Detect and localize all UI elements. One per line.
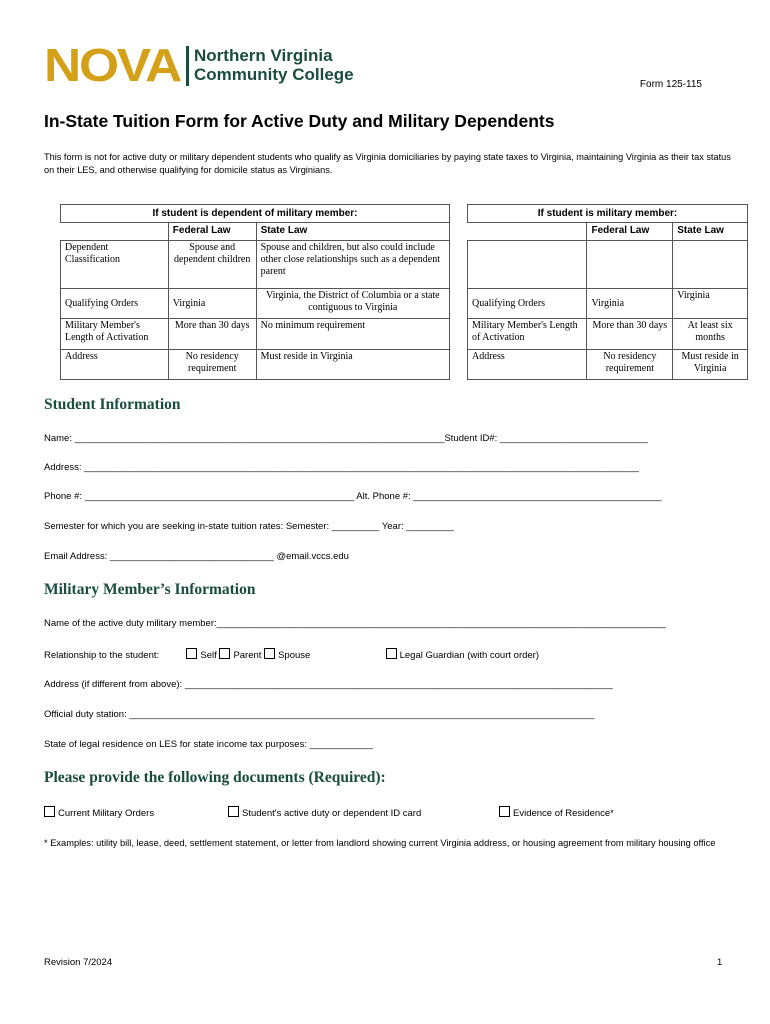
- name-label: Name:: [44, 433, 72, 444]
- alt-phone-field[interactable]: _______________________________________________: [413, 491, 662, 502]
- table-row-label: Address: [468, 350, 587, 380]
- address-field[interactable]: _________________________________________________________________________________________________________: [84, 462, 639, 473]
- table-cell-state: Spouse and children, but also could include other close relationships such as a dependent parent: [256, 241, 449, 289]
- table-cell-federal: No residency requirement: [168, 350, 256, 380]
- table-cell-state: No minimum requirement: [256, 319, 449, 350]
- semester-field[interactable]: _________: [331, 521, 380, 532]
- duty-station-field[interactable]: ________________________________________________________________________________________: [129, 709, 595, 720]
- relationship-row: [44, 648, 539, 661]
- email-label: Email Address:: [44, 551, 108, 562]
- military-info-heading: Military Member’s Information: [44, 581, 256, 598]
- member-address-row: [44, 679, 613, 690]
- semester-label: Semester for which you are seeking in-state tuition rates: Semester:: [44, 521, 330, 532]
- address-row: [44, 462, 639, 473]
- table-cell-state: Must reside in Virginia: [256, 350, 449, 380]
- dependent-col-federal: Federal Law: [168, 223, 256, 241]
- table-cell-federal: [587, 241, 673, 289]
- email-field[interactable]: _______________________________: [110, 551, 274, 562]
- address-label: Address:: [44, 462, 82, 473]
- duty-station-label: Official duty station:: [44, 709, 127, 720]
- member-name-row: [44, 618, 666, 629]
- dependent-table: [60, 204, 450, 380]
- relationship-spouse-option[interactable]: [264, 650, 310, 661]
- relationship-parent-option[interactable]: [219, 650, 261, 661]
- table-row-label: Military Member's Length of Activation: [468, 319, 587, 350]
- member-col-federal: Federal Law: [587, 223, 673, 241]
- member-name-field[interactable]: _____________________________________________________________________________________: [216, 618, 666, 629]
- year-field[interactable]: _________: [406, 521, 454, 532]
- page-title: In-State Tuition Form for Active Duty and Military Dependents: [44, 111, 555, 131]
- orders-checkbox[interactable]: [44, 806, 55, 817]
- spouse-label: Spouse: [278, 650, 311, 661]
- parent-checkbox[interactable]: [219, 648, 230, 659]
- form-number: Form 125-115: [639, 79, 702, 90]
- table-cell-state: [673, 241, 748, 289]
- member-table-heading: If student is military member:: [468, 205, 748, 223]
- dependent-col-state: State Law: [256, 223, 449, 241]
- revision-date: Revision 7/2024: [44, 957, 113, 968]
- member-address-field[interactable]: _________________________________________________________________________________: [184, 679, 613, 690]
- spouse-checkbox[interactable]: [264, 648, 275, 659]
- residence-field[interactable]: ____________: [309, 739, 374, 750]
- residence-checkbox[interactable]: [499, 806, 510, 817]
- table-cell-federal: Spouse and dependent children: [168, 241, 256, 289]
- guardian-checkbox[interactable]: [386, 648, 397, 659]
- member-name-label: Name of the active duty military member:: [44, 618, 217, 629]
- relationship-guardian-option[interactable]: [386, 650, 539, 661]
- nova-logo: NOVA: [44, 39, 181, 91]
- student-id-label: Student ID#:: [444, 433, 498, 444]
- year-label: Year:: [381, 521, 404, 532]
- guardian-label: Legal Guardian (with court order): [399, 650, 539, 661]
- phone-label: Phone #:: [44, 491, 83, 502]
- semester-row: [44, 521, 454, 532]
- table-cell-federal: Virginia: [587, 289, 673, 319]
- relationship-label: Relationship to the student:: [44, 650, 160, 661]
- table-row-label: [468, 241, 587, 289]
- table-row-label: Address: [61, 350, 169, 380]
- phone-row: [44, 491, 662, 502]
- self-label: Self: [200, 650, 217, 661]
- name-field[interactable]: ______________________________________________________________________: [74, 433, 445, 444]
- orders-label: Current Military Orders: [58, 808, 155, 819]
- college-name-line2: Community College: [194, 65, 354, 84]
- student-id-field[interactable]: ____________________________: [499, 433, 648, 444]
- email-row: [44, 551, 349, 562]
- college-name-line1: Northern Virginia: [194, 46, 333, 65]
- table-cell-state: At least six months: [673, 319, 748, 350]
- page-number: 1: [717, 957, 723, 968]
- alt-phone-label: Alt. Phone #:: [356, 491, 411, 502]
- student-info-heading: Student Information: [44, 396, 181, 413]
- parent-label: Parent: [233, 650, 262, 661]
- member-address-label: Address (if different from above):: [44, 679, 183, 690]
- table-cell-state: Must reside in Virginia: [673, 350, 748, 380]
- email-domain: @email.vccs.edu: [276, 551, 349, 562]
- table-row-label: Qualifying Orders: [61, 289, 169, 319]
- doc-residence-option[interactable]: [499, 806, 614, 819]
- table-cell-federal: More than 30 days: [587, 319, 673, 350]
- self-checkbox[interactable]: [186, 648, 197, 659]
- intro-text: This form is not for active duty or military dependent students who qualify as Virginia domiciliaries by paying state taxes to Virginia, maintaining Virginia as their tax status on their LES, and otherwise qualifying for domicile status as Virginians.: [44, 152, 731, 175]
- name-row: [44, 433, 648, 444]
- table-cell-federal: More than 30 days: [168, 319, 256, 350]
- doc-orders-option[interactable]: [44, 808, 154, 819]
- doc-id-option[interactable]: [228, 806, 421, 819]
- table-row-label: Qualifying Orders: [468, 289, 587, 319]
- documents-heading: Please provide the following documents (Required):: [44, 769, 386, 786]
- table-cell-federal: Virginia: [168, 289, 256, 319]
- id-card-checkbox[interactable]: [228, 806, 239, 817]
- relationship-self-option[interactable]: [186, 650, 216, 661]
- duty-station-row: [44, 709, 594, 720]
- table-cell-state: Virginia: [673, 289, 748, 319]
- documents-footnote: * Examples: utility bill, lease, deed, settlement statement, or letter from landlord showing current Virginia address, or housing agreement from military housing office: [44, 838, 716, 848]
- logo-divider: [186, 46, 189, 86]
- table-cell-federal: No residency requirement: [587, 350, 673, 380]
- documents-row: [44, 806, 154, 819]
- member-table: [467, 204, 748, 380]
- residence-row: [44, 739, 373, 750]
- table-row-label: Military Member's Length of Activation: [61, 319, 169, 350]
- id-card-label: Student's active duty or dependent ID card: [242, 808, 422, 819]
- member-col-state: State Law: [673, 223, 748, 241]
- residence-label: State of legal residence on LES for state income tax purposes:: [44, 739, 307, 750]
- table-row-label: Dependent Classification: [61, 241, 169, 289]
- dependent-table-heading: If student is dependent of military member:: [61, 205, 450, 223]
- phone-field[interactable]: ___________________________________________________: [84, 491, 355, 502]
- table-cell-state: Virginia, the District of Columbia or a state contiguous to Virginia: [256, 289, 449, 319]
- residence-doc-label: Evidence of Residence*: [513, 808, 614, 819]
